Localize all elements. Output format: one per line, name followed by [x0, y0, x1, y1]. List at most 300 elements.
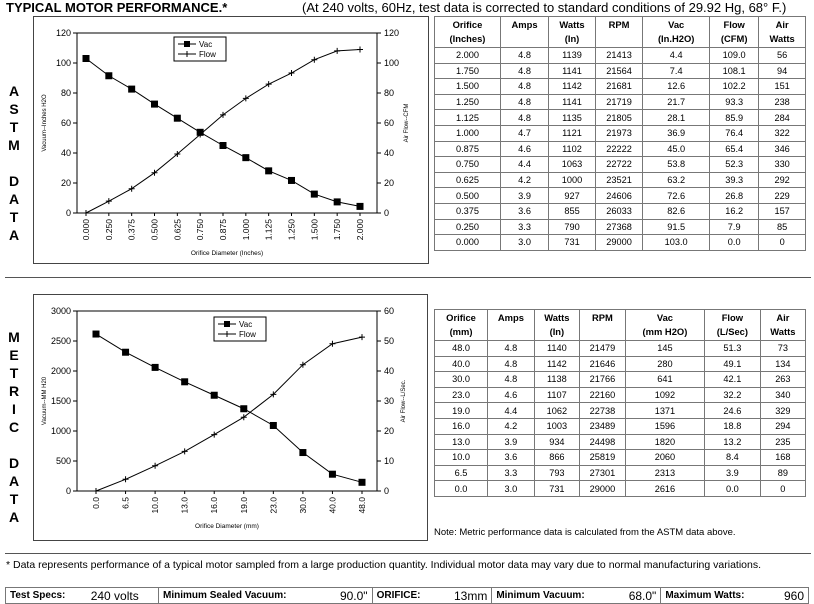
astm-table-cell: 27368 — [595, 219, 642, 235]
astm-letter: A — [8, 191, 20, 207]
x-tick-label: 6.5 — [120, 497, 131, 509]
y2-tick-label: 40 — [384, 148, 395, 158]
y-tick-label: 0 — [65, 486, 71, 496]
legend-label: Flow — [199, 50, 216, 59]
test-specs-label: Test Specs: — [6, 588, 87, 604]
metric-table-row — [435, 387, 806, 403]
metric-table-cell: 3.0 — [488, 481, 535, 497]
astm-table-cell: 108.1 — [710, 63, 759, 79]
metric-table-row — [435, 434, 806, 450]
metric-table-cell: 48.0 — [435, 341, 488, 357]
y2-tick-label: 120 — [384, 28, 400, 38]
astm-table-cell: 21.7 — [643, 94, 710, 110]
metric-table-cell: 23489 — [579, 418, 625, 434]
astm-letter: A — [8, 227, 20, 243]
metric-table-cell: 30.0 — [435, 372, 488, 388]
y-tick-label: 100 — [55, 58, 71, 68]
astm-table-cell: 85.9 — [710, 110, 759, 126]
header-line: Flow — [723, 19, 745, 30]
astm-column-header — [500, 17, 548, 48]
metric-table-cell: 2313 — [625, 465, 704, 481]
metric-table-cell: 4.6 — [488, 387, 535, 403]
astm-table-cell: 4.4 — [643, 48, 710, 64]
astm-table-cell: 63.2 — [643, 172, 710, 188]
metric-table-cell: 3.9 — [488, 434, 535, 450]
metric-table-cell: 13.0 — [435, 434, 488, 450]
x-tick-label: 0.0 — [91, 497, 101, 509]
x-tick-label: 48.0 — [357, 497, 367, 514]
metric-table-cell: 0.0 — [435, 481, 488, 497]
y2-tick-label: 20 — [384, 426, 395, 436]
min-vacuum-value: 68.0" — [615, 588, 661, 604]
header-line: (In) — [564, 33, 580, 44]
x-tick-label: 1.000 — [240, 219, 251, 241]
astm-table-cell: 21413 — [595, 48, 642, 64]
metric-table-row — [435, 418, 806, 434]
vac-point — [357, 203, 364, 210]
header-line: Watts — [770, 326, 796, 337]
y2-tick-label: 80 — [384, 88, 395, 98]
header-line — [596, 32, 642, 46]
metric-table-cell: 24498 — [579, 434, 625, 450]
flow-point — [311, 57, 317, 63]
astm-table-cell: 65.4 — [710, 141, 759, 157]
metric-table-cell: 294 — [760, 418, 805, 434]
page-title: TYPICAL MOTOR PERFORMANCE.* — [6, 0, 228, 15]
astm-table-cell: 29000 — [595, 235, 642, 251]
x-tick-label: 0.625 — [172, 219, 183, 241]
metric-table-cell: 27301 — [579, 465, 625, 481]
header-line: Air — [776, 312, 790, 323]
astm-column-header — [549, 17, 596, 48]
metric-table-cell: 21479 — [579, 341, 625, 357]
legend-label: Vac — [199, 40, 213, 49]
y2-tick-label: 10 — [384, 456, 395, 466]
astm-table-cell: 52.3 — [710, 157, 759, 173]
header-line: Air — [775, 19, 789, 30]
astm-table-row — [435, 219, 806, 235]
header-line: Amps — [497, 312, 524, 323]
x-tick-label: 16.0 — [209, 497, 220, 514]
metric-letter: A — [8, 473, 20, 489]
astm-table-row — [435, 157, 806, 173]
orifice-label: ORIFICE: — [372, 588, 439, 604]
min-sealed-vacuum-value: 90.0" — [326, 588, 372, 604]
astm-table-cell: 4.8 — [500, 63, 548, 79]
astm-table-cell: 1102 — [549, 141, 596, 157]
header-line — [488, 325, 534, 339]
header-line: Amps — [511, 19, 538, 30]
flow-point — [93, 488, 99, 494]
metric-letter: I — [12, 401, 16, 417]
astm-table-row — [435, 203, 806, 219]
metric-table-cell: 235 — [760, 434, 805, 450]
vac-point — [265, 167, 272, 174]
metric-table-cell: 3.3 — [488, 465, 535, 481]
metric-table-cell: 1138 — [534, 372, 579, 388]
x-tick-label: 0.250 — [103, 219, 114, 241]
astm-table-cell: 22722 — [595, 157, 642, 173]
metric-table-cell: 8.4 — [705, 450, 761, 466]
metric-table-cell: 10.0 — [435, 450, 488, 466]
astm-table-cell: 1141 — [549, 94, 596, 110]
astm-table-cell: 151 — [759, 79, 806, 95]
vac-point — [151, 101, 158, 108]
astm-table-cell: 39.3 — [710, 172, 759, 188]
y-axis-title: Vacuum--MM H20 — [42, 376, 48, 426]
astm-table-cell: 21719 — [595, 94, 642, 110]
metric-table-cell: 29000 — [579, 481, 625, 497]
astm-table-cell: 102.2 — [710, 79, 759, 95]
specs-row — [6, 588, 809, 604]
astm-table-cell: 7.9 — [710, 219, 759, 235]
header-line: Watts — [544, 312, 570, 323]
min-vacuum-label: Minimum Vacuum: — [492, 588, 615, 604]
vac-point — [83, 55, 90, 62]
astm-table-cell: 1.500 — [435, 79, 501, 95]
x-tick-label: 40.0 — [327, 497, 338, 514]
metric-table-cell: 23.0 — [435, 387, 488, 403]
astm-table-cell: 4.8 — [500, 48, 548, 64]
metric-table-cell: 168 — [760, 450, 805, 466]
astm-table-cell: 0.875 — [435, 141, 501, 157]
test-specs-table — [5, 587, 809, 604]
metric-table-cell: 21646 — [579, 356, 625, 372]
metric-table-cell: 731 — [534, 481, 579, 497]
metric-table-row — [435, 356, 806, 372]
astm-table-cell: 0.625 — [435, 172, 501, 188]
flow-point — [152, 463, 158, 469]
metric-column-header — [579, 310, 625, 341]
metric-table-cell: 21766 — [579, 372, 625, 388]
metric-table-cell: 3.9 — [705, 465, 761, 481]
astm-table-row — [435, 172, 806, 188]
astm-table-cell: 1063 — [549, 157, 596, 173]
metric-table-cell: 2616 — [625, 481, 704, 497]
y-tick-label: 60 — [60, 118, 71, 128]
vac-point — [211, 392, 218, 399]
astm-table-cell: 22222 — [595, 141, 642, 157]
x-tick-label: 13.0 — [179, 497, 190, 514]
y2-tick-label: 0 — [384, 486, 390, 496]
y-tick-label: 1500 — [50, 396, 71, 406]
metric-column-header — [760, 310, 805, 341]
flow-point — [129, 186, 135, 192]
astm-table-cell: 731 — [549, 235, 596, 251]
header-line: (CFM) — [720, 33, 748, 44]
astm-table-cell: 103.0 — [643, 235, 710, 251]
vac-point — [288, 177, 295, 184]
metric-table-cell: 40.0 — [435, 356, 488, 372]
y-tick-label: 0 — [65, 208, 71, 218]
astm-table-cell: 1.250 — [435, 94, 501, 110]
metric-table-cell: 4.8 — [488, 341, 535, 357]
y-tick-label: 500 — [55, 456, 71, 466]
astm-table-cell: 1.750 — [435, 63, 501, 79]
y2-tick-label: 60 — [384, 306, 395, 316]
metric-table-cell: 13.2 — [705, 434, 761, 450]
astm-column-header — [643, 17, 710, 48]
vac-point — [220, 142, 227, 149]
metric-note: Note: Metric performance data is calculated from the ASTM data above. — [434, 527, 736, 538]
header-line: RPM — [608, 19, 630, 30]
header-line: (L/Sec) — [716, 326, 748, 337]
y-tick-label: 3000 — [50, 306, 71, 316]
metric-table-cell: 2060 — [625, 450, 704, 466]
metric-table-cell: 4.2 — [488, 418, 535, 434]
astm-table-row — [435, 94, 806, 110]
astm-table-cell: 21973 — [595, 125, 642, 141]
x-tick-label: 30.0 — [297, 497, 308, 514]
metric-table-cell: 22160 — [579, 387, 625, 403]
flow-point — [334, 48, 340, 54]
astm-letter: M — [8, 137, 20, 153]
y-tick-label: 20 — [60, 178, 71, 188]
vac-point — [242, 154, 249, 161]
header-line: (Inches) — [449, 33, 486, 44]
x-tick-label: 0.750 — [195, 219, 206, 241]
x-tick-label: 2.000 — [355, 219, 365, 241]
astm-table-cell: 0 — [759, 235, 806, 251]
metric-table-cell: 18.8 — [705, 418, 761, 434]
astm-table-cell: 82.6 — [643, 203, 710, 219]
metric-table-row — [435, 465, 806, 481]
vac-point — [311, 191, 318, 198]
divider — [5, 553, 811, 554]
header-line: Orifice — [452, 19, 483, 30]
vac-point — [299, 449, 306, 456]
metric-column-header — [705, 310, 761, 341]
astm-table-cell: 927 — [549, 188, 596, 204]
astm-table-cell: 229 — [759, 188, 806, 204]
metric-table-cell: 73 — [760, 341, 805, 357]
metric-table-cell: 134 — [760, 356, 805, 372]
astm-table-cell: 1135 — [549, 110, 596, 126]
astm-table-cell: 1142 — [549, 79, 596, 95]
metric-column-header — [488, 310, 535, 341]
flow-point — [106, 198, 112, 204]
metric-table-cell: 16.0 — [435, 418, 488, 434]
astm-table-cell: 26.8 — [710, 188, 759, 204]
astm-table-cell: 1.000 — [435, 125, 501, 141]
metric-table-cell: 263 — [760, 372, 805, 388]
astm-chart-frame — [33, 16, 429, 264]
metric-chart-frame — [33, 294, 428, 541]
metric-letter: E — [9, 347, 19, 363]
astm-table-cell: 157 — [759, 203, 806, 219]
metric-table-cell: 1371 — [625, 403, 704, 419]
y2-axis-title: Air Flow--L/Sec. — [401, 379, 407, 423]
metric-letter: T — [9, 365, 19, 381]
y2-tick-label: 30 — [384, 396, 395, 406]
metric-table-cell: 1107 — [534, 387, 579, 403]
metric-table-row — [435, 450, 806, 466]
max-watts-value: 960 — [772, 588, 808, 604]
header-line: (mm H2O) — [642, 326, 688, 337]
x-axis-title: Orifice Diameter (mm) — [195, 523, 259, 530]
astm-table-cell: 0.500 — [435, 188, 501, 204]
metric-data-table — [434, 309, 806, 497]
y-tick-label: 80 — [60, 88, 71, 98]
min-sealed-vacuum-label: Minimum Sealed Vacuum: — [159, 588, 327, 604]
x-tick-label: 1.250 — [286, 219, 297, 241]
legend-label: Flow — [239, 330, 256, 339]
metric-letter: T — [9, 491, 19, 507]
astm-table-cell: 85 — [759, 219, 806, 235]
astm-table-row — [435, 110, 806, 126]
astm-table-cell: 26033 — [595, 203, 642, 219]
metric-table-cell: 49.1 — [705, 356, 761, 372]
astm-table-cell: 0.0 — [710, 235, 759, 251]
astm-table-cell: 238 — [759, 94, 806, 110]
x-tick-label: 0.375 — [126, 219, 137, 241]
metric-letter: M — [8, 329, 20, 345]
metric-table-cell: 6.5 — [435, 465, 488, 481]
astm-letter: D — [8, 173, 20, 189]
vac-point — [152, 364, 159, 371]
header-line: (mm) — [449, 326, 473, 337]
astm-table-cell: 7.4 — [643, 63, 710, 79]
metric-table-cell: 32.2 — [705, 387, 761, 403]
astm-letter: S — [9, 101, 19, 117]
astm-table-cell: 4.8 — [500, 110, 548, 126]
astm-table-row — [435, 235, 806, 251]
y-tick-label: 1000 — [50, 426, 71, 436]
astm-table-cell: 76.4 — [710, 125, 759, 141]
metric-letter: D — [8, 455, 20, 471]
y-tick-label: 40 — [60, 148, 71, 158]
metric-table-cell: 0 — [760, 481, 805, 497]
astm-table-cell: 4.8 — [500, 79, 548, 95]
vac-point — [334, 198, 341, 205]
metric-table-cell: 866 — [534, 450, 579, 466]
series-line-flow — [96, 337, 362, 491]
x-tick-label: 1.750 — [332, 219, 343, 241]
x-tick-label: 1.500 — [309, 219, 320, 241]
flow-point — [266, 81, 272, 87]
metric-table-cell: 1092 — [625, 387, 704, 403]
astm-table-row — [435, 188, 806, 204]
y-tick-label: 120 — [55, 28, 71, 38]
metric-table-row — [435, 341, 806, 357]
astm-table-row — [435, 141, 806, 157]
metric-table-cell: 3.6 — [488, 450, 535, 466]
series-line-vac — [86, 59, 360, 207]
header-line: (In.H2O) — [657, 33, 695, 44]
header-line: Watts — [769, 33, 795, 44]
y-tick-label: 2500 — [50, 336, 71, 346]
metric-table-cell: 340 — [760, 387, 805, 403]
astm-table-cell: 3.3 — [500, 219, 548, 235]
astm-table-cell: 322 — [759, 125, 806, 141]
flow-point — [83, 210, 89, 216]
astm-letter: T — [9, 119, 19, 135]
vac-point — [93, 331, 100, 338]
astm-table-cell: 45.0 — [643, 141, 710, 157]
vac-point — [329, 471, 336, 478]
astm-table-cell: 109.0 — [710, 48, 759, 64]
astm-table-cell: 24606 — [595, 188, 642, 204]
astm-chart — [34, 17, 428, 263]
y-axis-title: Vacuum--Inches H2O — [42, 94, 48, 152]
header-line: Flow — [721, 312, 744, 323]
header-line: Orifice — [446, 312, 476, 323]
y2-tick-label: 50 — [384, 336, 395, 346]
metric-table-cell: 280 — [625, 356, 704, 372]
astm-side-label — [7, 82, 21, 244]
astm-table-cell: 0.750 — [435, 157, 501, 173]
metric-table-cell: 934 — [534, 434, 579, 450]
metric-column-header — [625, 310, 704, 341]
astm-table-cell: 1141 — [549, 63, 596, 79]
flow-point — [359, 334, 365, 340]
test-specs-value: 240 volts — [87, 588, 159, 604]
astm-column-header — [710, 17, 759, 48]
metric-column-header — [435, 310, 488, 341]
metric-table-cell: 24.6 — [705, 403, 761, 419]
astm-table-cell: 855 — [549, 203, 596, 219]
vac-point — [105, 72, 112, 79]
metric-table-cell: 1820 — [625, 434, 704, 450]
astm-table-cell: 1.125 — [435, 110, 501, 126]
flow-point — [182, 448, 188, 454]
metric-chart — [34, 295, 427, 540]
astm-letter: A — [8, 83, 20, 99]
x-tick-label: 0.875 — [218, 219, 228, 241]
test-conditions: (At 240 volts, 60Hz, test data is corrected to standard conditions of 29.92 Hg, 68° F.) — [302, 0, 787, 15]
astm-table-cell: 1121 — [549, 125, 596, 141]
metric-table-cell: 4.8 — [488, 356, 535, 372]
astm-table-cell: 292 — [759, 172, 806, 188]
x-tick-label: 0.500 — [149, 219, 160, 241]
header-line: (In) — [549, 326, 565, 337]
metric-table-cell: 25819 — [579, 450, 625, 466]
metric-column-header — [534, 310, 579, 341]
astm-table-cell: 53.8 — [643, 157, 710, 173]
vac-point — [128, 86, 135, 93]
header-line: Watts — [559, 19, 585, 30]
metric-table-row — [435, 403, 806, 419]
astm-table-cell: 16.2 — [710, 203, 759, 219]
header-line — [580, 325, 625, 339]
metric-table-cell: 19.0 — [435, 403, 488, 419]
astm-table-cell: 346 — [759, 141, 806, 157]
header-line — [501, 32, 548, 46]
metric-table-cell: 1140 — [534, 341, 579, 357]
y2-tick-label: 40 — [384, 366, 395, 376]
y-tick-label: 2000 — [50, 366, 71, 376]
x-tick-label: 1.125 — [263, 219, 274, 241]
astm-table-row — [435, 125, 806, 141]
astm-table-cell: 4.8 — [500, 94, 548, 110]
astm-column-header — [759, 17, 806, 48]
astm-table-cell: 23521 — [595, 172, 642, 188]
legend-label: Vac — [239, 320, 253, 329]
metric-header-row — [435, 310, 806, 341]
astm-table-cell: 0.375 — [435, 203, 501, 219]
astm-column-header — [435, 17, 501, 48]
x-tick-label: 0.000 — [81, 219, 91, 241]
metric-letter: C — [8, 419, 20, 435]
vac-point — [174, 115, 181, 122]
astm-table-cell: 3.9 — [500, 188, 548, 204]
y2-axis-title: Air Flow--CFM — [404, 103, 410, 143]
astm-table-cell: 1000 — [549, 172, 596, 188]
vac-point — [240, 405, 247, 412]
metric-side-label — [7, 328, 21, 526]
series-line-vac — [96, 334, 362, 482]
astm-table-cell: 4.4 — [500, 157, 548, 173]
